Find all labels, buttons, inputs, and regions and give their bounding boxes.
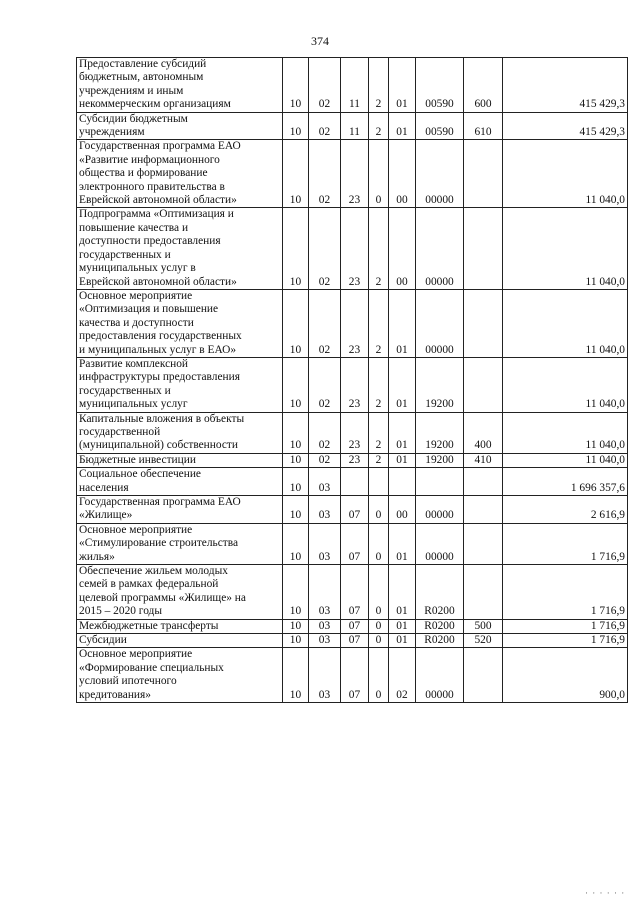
table-row (77, 634, 628, 648)
cell-name: Капитальные вложения в объекты государственной (муниципальной) собственности (77, 412, 283, 453)
table-row (77, 565, 628, 620)
cell-cs-main: 01 (389, 58, 416, 113)
cell-amount: 1 716,9 (503, 634, 628, 648)
cell-cs-main: 02 (389, 648, 416, 703)
cell-cs-dir: 00000 (416, 496, 464, 524)
cell-name: Развитие комплексной инфраструктуры предоставления государственных и муниципальных услуг (77, 357, 283, 412)
cell-cs-sub: 0 (369, 619, 389, 633)
cell-cs-sub: 0 (369, 140, 389, 208)
cell-pr: 02 (309, 453, 341, 467)
cell-cs-dir: 19200 (416, 412, 464, 453)
cell-cs-program: 11 (341, 58, 369, 113)
cell-vr: 410 (464, 453, 503, 467)
cell-cs-sub (369, 468, 389, 496)
cell-cs-program: 23 (341, 208, 369, 289)
cell-pr: 03 (309, 565, 341, 620)
cell-amount: 1 716,9 (503, 523, 628, 564)
cell-rz: 10 (283, 58, 309, 113)
cell-amount: 1 716,9 (503, 565, 628, 620)
cell-name: Основное мероприятие «Формирование специальных условий ипотечного кредитования» (77, 648, 283, 703)
cell-vr (464, 565, 503, 620)
cell-name: Подпрограмма «Оптимизация и повышение качества и доступности предоставления государственных и муниципальных услуг в Еврейской автономной области» (77, 208, 283, 289)
cell-name: Основное мероприятие «Оптимизация и повышение качества и доступности предоставления государственных и муниципальных услуг в ЕАО» (77, 289, 283, 357)
cell-cs-program: 07 (341, 634, 369, 648)
cell-vr (464, 289, 503, 357)
cell-amount: 11 040,0 (503, 289, 628, 357)
cell-pr: 03 (309, 468, 341, 496)
cell-amount: 2 616,9 (503, 496, 628, 524)
cell-cs-main: 01 (389, 289, 416, 357)
table-row (77, 468, 628, 496)
cell-cs-main: 01 (389, 523, 416, 564)
cell-cs-sub: 0 (369, 648, 389, 703)
table-row (77, 648, 628, 703)
cell-cs-program: 11 (341, 112, 369, 140)
cell-rz: 10 (283, 496, 309, 524)
cell-cs-main: 00 (389, 496, 416, 524)
cell-rz: 10 (283, 289, 309, 357)
cell-rz: 10 (283, 634, 309, 648)
cell-pr: 03 (309, 496, 341, 524)
cell-rz: 10 (283, 523, 309, 564)
cell-pr: 02 (309, 289, 341, 357)
cell-pr: 02 (309, 58, 341, 113)
budget-table (76, 57, 628, 703)
cell-cs-sub: 0 (369, 523, 389, 564)
cell-cs-dir: 00000 (416, 289, 464, 357)
cell-cs-dir: 00590 (416, 112, 464, 140)
cell-pr: 02 (309, 412, 341, 453)
cell-cs-sub: 2 (369, 453, 389, 467)
cell-cs-program: 23 (341, 453, 369, 467)
table-row (77, 619, 628, 633)
cell-cs-main: 01 (389, 112, 416, 140)
cell-cs-main: 01 (389, 357, 416, 412)
cell-rz: 10 (283, 412, 309, 453)
cell-rz: 10 (283, 140, 309, 208)
cell-amount: 11 040,0 (503, 208, 628, 289)
cell-vr (464, 140, 503, 208)
cell-amount: 11 040,0 (503, 140, 628, 208)
cell-cs-sub: 2 (369, 58, 389, 113)
cell-vr (464, 496, 503, 524)
cell-rz: 10 (283, 565, 309, 620)
cell-cs-program: 07 (341, 648, 369, 703)
cell-cs-main: 01 (389, 565, 416, 620)
cell-rz: 10 (283, 619, 309, 633)
cell-cs-main: 01 (389, 634, 416, 648)
cell-cs-sub: 2 (369, 357, 389, 412)
cell-vr (464, 523, 503, 564)
cell-rz: 10 (283, 357, 309, 412)
cell-cs-dir: 19200 (416, 357, 464, 412)
page-number: 374 (311, 34, 329, 48)
cell-cs-sub: 0 (369, 496, 389, 524)
table-row (77, 523, 628, 564)
cell-cs-sub: 2 (369, 112, 389, 140)
table-row (77, 496, 628, 524)
cell-amount: 1 716,9 (503, 619, 628, 633)
cell-vr: 610 (464, 112, 503, 140)
cell-cs-dir: R0200 (416, 634, 464, 648)
cell-cs-program: 23 (341, 140, 369, 208)
cell-pr: 03 (309, 619, 341, 633)
cell-cs-program: 07 (341, 565, 369, 620)
cell-name: Социальное обеспечение населения (77, 468, 283, 496)
table-row (77, 412, 628, 453)
cell-cs-dir: 00000 (416, 648, 464, 703)
cell-cs-sub: 0 (369, 634, 389, 648)
cell-cs-dir: 00000 (416, 208, 464, 289)
table-row (77, 453, 628, 467)
cell-name: Бюджетные инвестиции (77, 453, 283, 467)
cell-cs-dir: R0200 (416, 565, 464, 620)
cell-cs-program (341, 468, 369, 496)
cell-name: Государственная программа ЕАО «Жилище» (77, 496, 283, 524)
cell-cs-main: 00 (389, 208, 416, 289)
table-row (77, 208, 628, 289)
table-row (77, 140, 628, 208)
cell-name: Субсидии (77, 634, 283, 648)
cell-name: Обеспечение жильем молодых семей в рамках федеральной целевой программы «Жилище» на 2015 – 2020 годы (77, 565, 283, 620)
cell-pr: 02 (309, 112, 341, 140)
cell-vr (464, 468, 503, 496)
cell-cs-program: 23 (341, 412, 369, 453)
cell-cs-program: 07 (341, 619, 369, 633)
cell-amount: 415 429,3 (503, 112, 628, 140)
cell-rz: 10 (283, 112, 309, 140)
cell-amount: 11 040,0 (503, 357, 628, 412)
cell-rz: 10 (283, 468, 309, 496)
cell-vr: 600 (464, 58, 503, 113)
cell-cs-dir: 00590 (416, 58, 464, 113)
cell-vr: 500 (464, 619, 503, 633)
cell-name: Государственная программа ЕАО «Развитие информационного общества и формирование электронного правительства в Еврейской автономной области» (77, 140, 283, 208)
cell-pr: 03 (309, 634, 341, 648)
cell-vr (464, 357, 503, 412)
cell-cs-program: 07 (341, 523, 369, 564)
table-row (77, 357, 628, 412)
cell-cs-sub: 2 (369, 289, 389, 357)
cell-cs-program: 07 (341, 496, 369, 524)
cell-pr: 03 (309, 523, 341, 564)
cell-rz: 10 (283, 453, 309, 467)
cell-pr: 02 (309, 208, 341, 289)
cell-amount: 11 040,0 (503, 412, 628, 453)
cell-cs-dir: 00000 (416, 523, 464, 564)
cell-cs-main: 01 (389, 619, 416, 633)
cell-cs-program: 23 (341, 357, 369, 412)
cell-cs-main: 01 (389, 453, 416, 467)
cell-name: Субсидии бюджетным учреждениям (77, 112, 283, 140)
cell-pr: 03 (309, 648, 341, 703)
cell-cs-main: 00 (389, 140, 416, 208)
cell-vr: 520 (464, 634, 503, 648)
cell-amount: 900,0 (503, 648, 628, 703)
cell-vr (464, 648, 503, 703)
cell-cs-sub: 2 (369, 208, 389, 289)
cell-cs-main: 01 (389, 412, 416, 453)
cell-amount: 11 040,0 (503, 453, 628, 467)
cell-name: Межбюджетные трансферты (77, 619, 283, 633)
cell-cs-dir (416, 468, 464, 496)
cell-amount: 415 429,3 (503, 58, 628, 113)
cell-cs-dir: 00000 (416, 140, 464, 208)
cell-vr (464, 208, 503, 289)
cell-rz: 10 (283, 648, 309, 703)
cell-cs-main (389, 468, 416, 496)
cell-amount: 1 696 357,6 (503, 468, 628, 496)
table-body (77, 58, 628, 703)
cell-cs-sub: 2 (369, 412, 389, 453)
cell-cs-program: 23 (341, 289, 369, 357)
cell-name: Основное мероприятие «Стимулирование строительства жилья» (77, 523, 283, 564)
cell-cs-dir: 19200 (416, 453, 464, 467)
cell-pr: 02 (309, 140, 341, 208)
cell-pr: 02 (309, 357, 341, 412)
cell-cs-sub: 0 (369, 565, 389, 620)
cell-name: Предоставление субсидий бюджетным, автономным учреждениям и иным некоммерческим организациям (77, 58, 283, 113)
table-row (77, 58, 628, 113)
scan-artifact-marks: · · · · · · (585, 888, 626, 898)
cell-rz: 10 (283, 208, 309, 289)
table-row (77, 112, 628, 140)
cell-cs-dir: R0200 (416, 619, 464, 633)
table-row (77, 289, 628, 357)
cell-vr: 400 (464, 412, 503, 453)
